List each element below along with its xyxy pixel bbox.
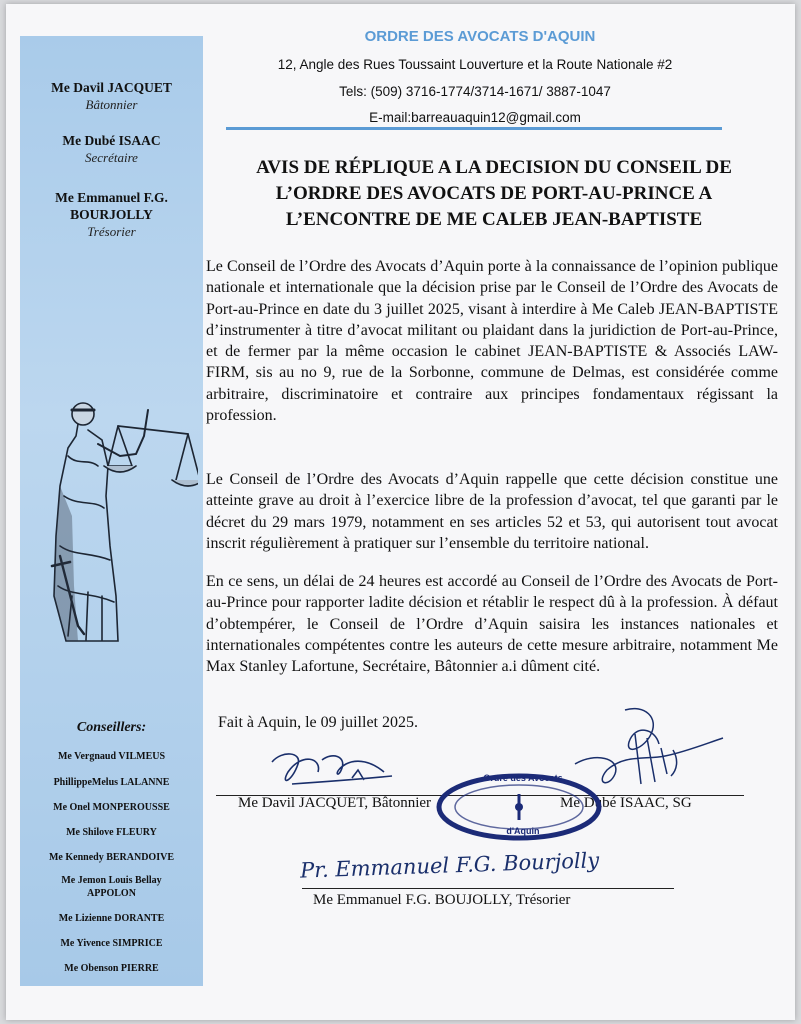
stamp-text-top: Ordre des Avocats: [483, 773, 563, 783]
header-rule: [226, 127, 722, 130]
address-line: 12, Angle des Rues Toussaint Louverture et la Route Nationale #2: [277, 57, 673, 72]
signature-line: [302, 888, 674, 889]
organization-name: ORDRE DES AVOCATS D'AQUIN: [364, 28, 596, 45]
council-member: Me Obenson PIERRE: [64, 963, 159, 974]
council-member: Me Shilove FLEURY: [66, 827, 157, 838]
email-line: E-mail:barreauaquin12@gmail.com: [369, 110, 581, 125]
council-member: Me Onel MONPEROUSSE: [53, 802, 170, 813]
officer-name: BOURJOLLY: [70, 207, 153, 222]
council-member: PhillippeMelus LALANNE: [53, 777, 170, 788]
notice-title: [205, 155, 783, 233]
title-line: L’ENCONTRE DE ME CALEB JEAN-BAPTISTE: [285, 209, 703, 230]
officers-sidebar: [20, 36, 203, 986]
date-line: Fait à Aquin, le 09 juillet 2025.: [218, 714, 418, 731]
phone-line: Tels: (509) 3716-1774/3714-1671/ 3887-1047: [339, 84, 611, 99]
title-line: AVIS DE RÉPLIQUE A LA DECISION DU CONSEIL DE: [256, 157, 732, 178]
body-paragraph: Le Conseil de l’Ordre des Avocats d’Aquin rappelle que cette décision constitue une atteinte grave au droit à l’exercice libre de la profession d’avocat, tel que garanti par le décret du 29 mars 1979, notamment en ses articles 52 et 53, qui autorisent tout avocat inscrit régulièrement à pratiquer sur l’ensemble du territoire national.: [206, 471, 778, 552]
body-paragraph: En ce sens, un délai de 24 heures est accordé au Conseil de l’Ordre des Avocats de Port-au-Prince pour rapporter ladite décision et rétablir le respect dû à la profession. À défaut d’obtempérer, le Conseil de l’Ordre d’Aquin saisira les instances nationales et internationales compétentes contre les auteurs de cette mesure arbitraire, notamment Me Max Stanley Lafortune, Secrétaire, Bâtonnier a.i dûment cité.: [206, 573, 778, 676]
officer-role: Trésorier: [87, 224, 136, 239]
signatory-name: Me Dubé ISAAC, SG: [560, 795, 692, 811]
body-paragraph: Le Conseil de l’Ordre des Avocats d’Aquin porte à la connaissance de l’opinion publique nationale et internationale que la décision prise par le Conseil de l’Ordre des Avocats de Port-au-Prince en date du 3 juillet 2025, visant à interdire à Me Caleb JEAN-BAPTISTE d’instrumenter à titre d’avocat militant ou plaidant dans la juridiction de Port-au-Prince, et de fermer par la même occasion le cabinet JEAN-BAPTISTE & Associés LAW-FIRM, sis au no 9, rue de la Sorbonne, commune de Delmas, est considérée comme arbitraire, discriminatoire et contraire aux principes fondamentaux régissant la profession.: [206, 258, 778, 425]
council-member: Me Yivence SIMPRICE: [60, 938, 163, 949]
officer-role: Secrétaire: [85, 150, 138, 165]
signatory-name: Me Davil JACQUET, Bâtonnier: [238, 795, 432, 811]
stamp-text-bottom: d'Aquin: [506, 826, 540, 836]
officer-name: Me Emmanuel F.G.: [55, 190, 168, 205]
lady-justice-illustration: [38, 396, 198, 646]
title-line: L’ORDRE DES AVOCATS DE PORT-AU-PRINCE A: [275, 183, 713, 204]
council-member: Me Vergnaud VILMEUS: [57, 751, 166, 762]
signature-jacquet: [262, 742, 402, 794]
council-member: Me Lizienne DORANTE: [58, 913, 165, 924]
signature-bourjolly: Pr. Emmanuel F.G. Bourjolly: [299, 848, 600, 883]
council-heading: Conseillers:: [76, 720, 147, 735]
council-member: Me Jemon Louis Bellay: [61, 875, 162, 886]
officer-role: Bâtonnier: [85, 97, 138, 112]
officer-name: Me Dubé ISAAC: [62, 133, 161, 148]
officer-name: Me Davil JACQUET: [51, 80, 172, 95]
signatory-name: Me Emmanuel F.G. BOUJOLLY, Trésorier: [313, 892, 571, 908]
council-member: APPOLON: [87, 888, 136, 899]
council-member: Me Kennedy BERANDOIVE: [48, 852, 174, 863]
